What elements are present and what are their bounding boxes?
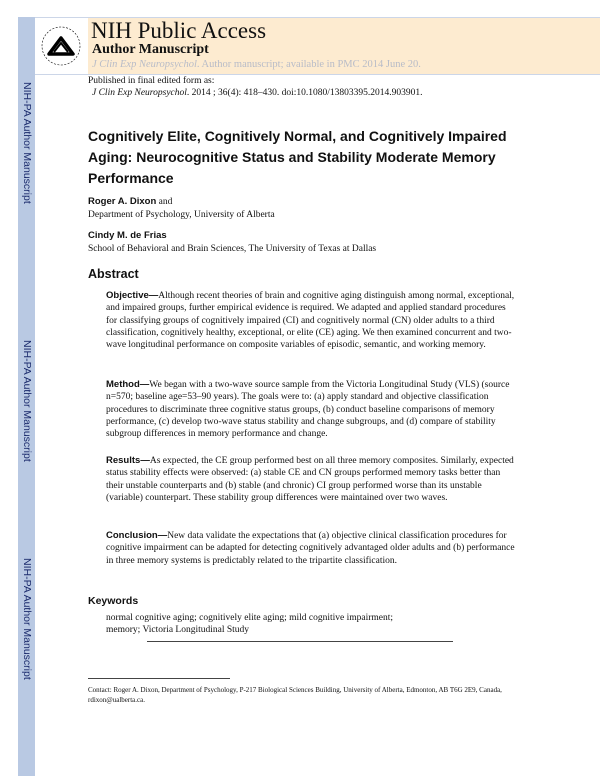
author-name: Roger A. Dixon xyxy=(88,196,157,207)
article-title: Cognitively Elite, Cognitively Normal, and Cognitively Impaired Aging: Neurocognitive Status and Stability Moderate Memory Performance xyxy=(88,128,507,186)
published-label: Published in final edited form as: xyxy=(88,76,215,86)
section-text: Although recent theories of brain and cognitive aging distinguish among normal, exceptional, and impaired groups, further empirical evidence is required. We adapted and applied standard procedures for classifying groups of cognitively impaired (CI) and cognitively normal (CN) older adults to a third classification, cognitively healthy, exceptional, or elite (CE) aging. We then examined concurrent and two-wave longitudinal performance on composite variables of episodic, semantic, and working memory. xyxy=(106,291,515,351)
abstract-results xyxy=(106,455,518,504)
author xyxy=(88,196,172,207)
footnote: Contact: Roger A. Dixon, Department of Psychology, P-217 Biological Sciences Building, University of Alberta, Edmonton, AB T6G 2E9, Canada, rdixon@ualberta.ca. xyxy=(88,686,502,704)
author-affiliation: School of Behavioral and Brain Sciences, The University of Texas at Dallas xyxy=(88,244,377,254)
sidebar-label: NIH-PA Author Manuscript xyxy=(21,82,33,204)
author-name: Cindy M. de Frias xyxy=(88,230,167,241)
abstract-method xyxy=(106,379,518,440)
nih-logo-icon xyxy=(35,18,88,74)
section-text: We began with a two-wave source sample from the Victoria Longitudinal Study (VLS) (source n=570; baseline age=53–90 years). The goals were to: (a) apply standard and objective classification procedures to discriminate three cognitive status groups, (b) conduct baseline comparisons of memory performance, (c) develop two-wave status stability and change subgroups, and (d) compare of stability subgroup differences in memory performance and change. xyxy=(106,380,510,440)
footnote-divider xyxy=(88,678,230,679)
citation: . 2014 ; 36(4): 418–430. doi:10.1080/13803395.2014.903901. xyxy=(186,88,423,98)
journal-name: J Clin Exp Neuropsychol xyxy=(92,88,187,98)
section-label: Objective— xyxy=(106,290,159,301)
section-text: As expected, the CE group performed best on all three memory composites. Similarly, expected status stability effects were observed: (a) stable CE and CN groups performed memory tasks better than their unstable counterparts and (b) stable (and chronic) CI group performed worse than its unstable (variable) counterpart. These stability group differences were maintained over two waves. xyxy=(106,456,514,503)
section-label: Method— xyxy=(106,379,150,390)
abstract-conclusion xyxy=(106,530,518,567)
abstract-heading: Abstract xyxy=(88,267,139,281)
abstract-objective xyxy=(106,290,518,351)
section-label: Conclusion— xyxy=(106,530,168,541)
header-subtitle: Author Manuscript xyxy=(92,42,209,57)
divider xyxy=(147,641,453,642)
sidebar-label: NIH-PA Author Manuscript xyxy=(21,340,33,462)
sidebar-label: NIH-PA Author Manuscript xyxy=(21,558,33,680)
nih-header xyxy=(35,17,600,75)
published-info xyxy=(88,75,423,99)
availability-text: . Author manuscript; available in PMC 2014 June 20. xyxy=(196,59,421,70)
author-suffix: and xyxy=(156,197,173,207)
keywords-text: normal cognitive aging; cognitively elite aging; mild cognitive impairment; memory; Victoria Longitudinal Study xyxy=(106,613,394,636)
keywords-heading: Keywords xyxy=(88,595,139,607)
section-text: New data validate the expectations that (a) objective clinical classification procedures for cognitive impairment can be adapted for detecting cognitively advantaged older adults and (b) performance in three memory systems is predictably related to the tripartite classification. xyxy=(106,531,515,566)
journal-name: J Clin Exp Neuropsychol xyxy=(92,59,197,70)
section-label: Results— xyxy=(106,455,150,466)
author-affiliation: Department of Psychology, University of Alberta xyxy=(88,210,275,220)
header-title: NIH Public Access xyxy=(91,18,267,43)
header-availability xyxy=(92,59,421,70)
